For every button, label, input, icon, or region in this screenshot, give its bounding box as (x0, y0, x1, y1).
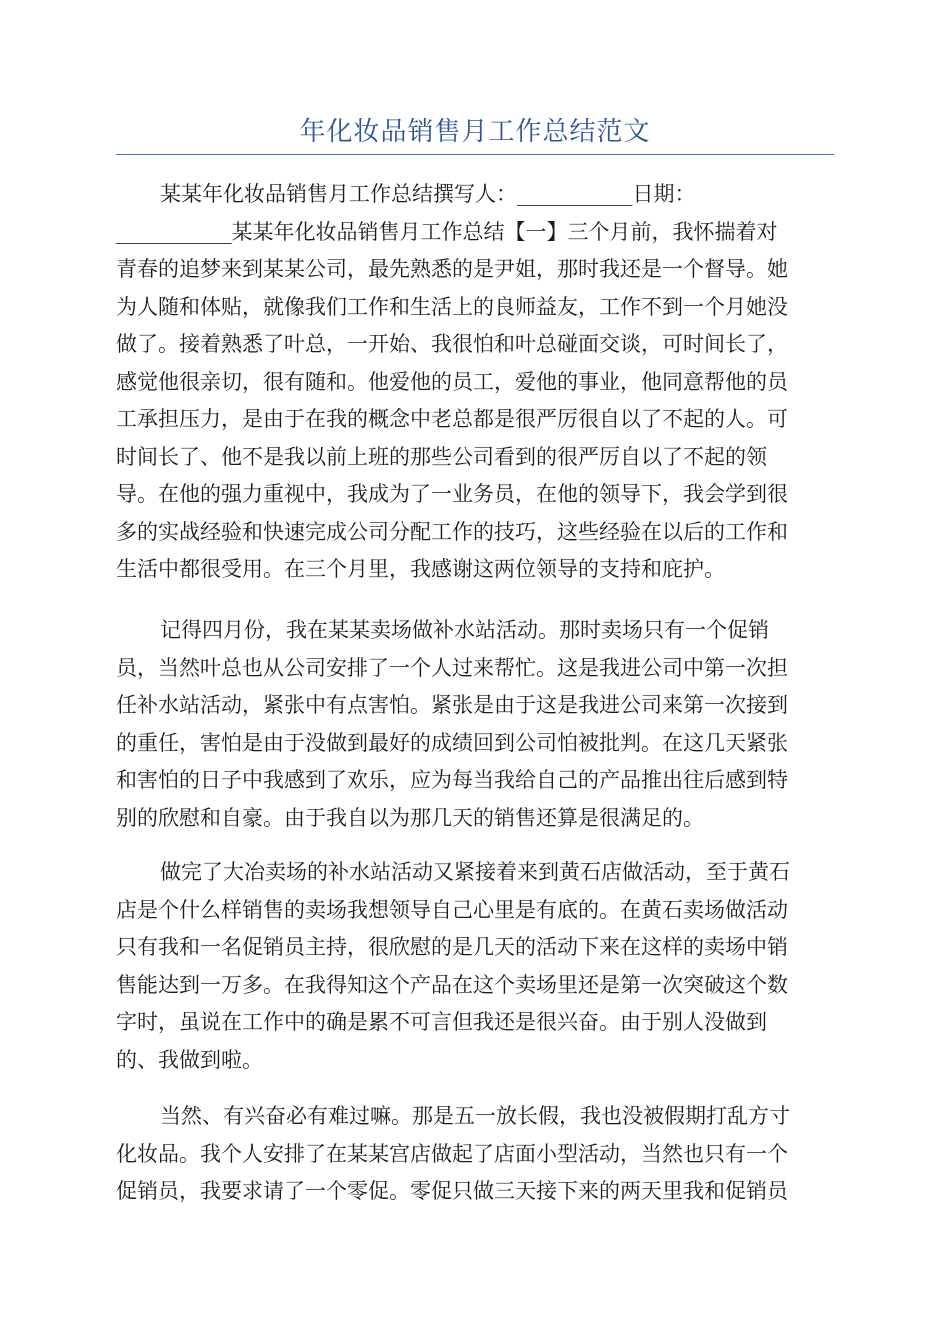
text-line: 只有我和一名促销员主持，很欣慰的是几天的活动下来在这样的卖场中销 (116, 935, 788, 959)
text-line: 别的欣慰和自豪。由于我自以为那几天的销售还算是很满足的。 (116, 805, 704, 830)
text-line: 记得四月份，我在某某卖场做补水站活动。那时卖场只有一个促销 (160, 618, 769, 642)
text-line: 做了。接着熟悉了叶总，一开始、我很怕和叶总碰面交谈，可时间长了， (116, 332, 788, 356)
text-line: 的、我做到啦。 (116, 1047, 263, 1072)
title-underline (116, 154, 834, 155)
text-line: 和害怕的日子中我感到了欢乐，应为每当我给自己的产品推出往后感到特 (116, 768, 788, 792)
text-line: 生活中都很受用。在三个月里，我感谢这两位领导的支持和庇护。 (116, 557, 725, 581)
text-line: 做完了大冶卖场的补水站活动又紧接着来到黄石店做活动，至于黄石 (160, 860, 790, 884)
text-line: 促销员，我要求请了一个零促。零促只做三天接下来的两天里我和促销员 (116, 1179, 788, 1203)
document-title: 年化妆品销售月工作总结范文 (299, 117, 651, 147)
text-line: 时间长了、他不是我以前上班的那些公司看到的很严厉自以了不起的领 (116, 444, 767, 469)
text-line: 店是个什么样销售的卖场我想领导自己心里是有底的。在黄石卖场做活动 (116, 897, 788, 922)
text-line: 字时，虽说在工作中的确是累不可言但我还是很兴奋。由于别人没做到 (116, 1010, 767, 1034)
text-line: 青春的追梦来到某某公司，最先熟悉的是尹姐，那时我还是一个督导。她 (116, 257, 788, 281)
text-line: 导。在他的强力重视中，我成为了一业务员，在他的领导下，我会学到很 (116, 482, 788, 506)
text-line: 化妆品。我个人安排了在某某宫店做起了店面小型活动，当然也只有一个 (116, 1141, 788, 1166)
paragraph-2 (116, 612, 834, 837)
text-line: 为人随和体贴，就像我们工作和生活上的良师益友，工作不到一个月她没 (116, 294, 788, 319)
text-line: 多的实战经验和快速完成公司分配工作的技巧，这些经验在以后的工作和 (116, 519, 788, 544)
text-line: 售能达到一万多。在我得知这个产品在这个卖场里还是第一次突破这个数 (116, 972, 788, 997)
paragraph-1 (116, 176, 834, 589)
paragraph-3 (116, 854, 834, 1079)
text-line: 工承担压力，是由于在我的概念中老总都是很严厉很自以了不起的人。可 (116, 407, 788, 431)
text-line: ___________某某年化妆品销售月工作总结【一】三个月前，我怀揣着对 (116, 219, 778, 244)
text-line: 感觉他很亲切，很有随和。他爱他的员工，爱他的事业，他同意帮他的员 (116, 369, 788, 394)
text-line: 当然、有兴奋必有难过嘛。那是五一放长假，我也没被假期打乱方寸 (160, 1104, 790, 1128)
text-line: 的重任，害怕是由于没做到最好的成绩回到公司怕被批判。在这几天紧张 (116, 730, 788, 755)
text-line: 员，当然叶总也从公司安排了一个人过来帮忙。这是我进公司中第一次担 (116, 655, 788, 680)
text-line: 某某年化妆品销售月工作总结撰写人：___________日期： (160, 182, 696, 206)
paragraph-4 (116, 1098, 834, 1211)
text-line: 任补水站活动，紧张中有点害怕。紧张是由于这是我进公司来第一次接到 (116, 693, 788, 717)
